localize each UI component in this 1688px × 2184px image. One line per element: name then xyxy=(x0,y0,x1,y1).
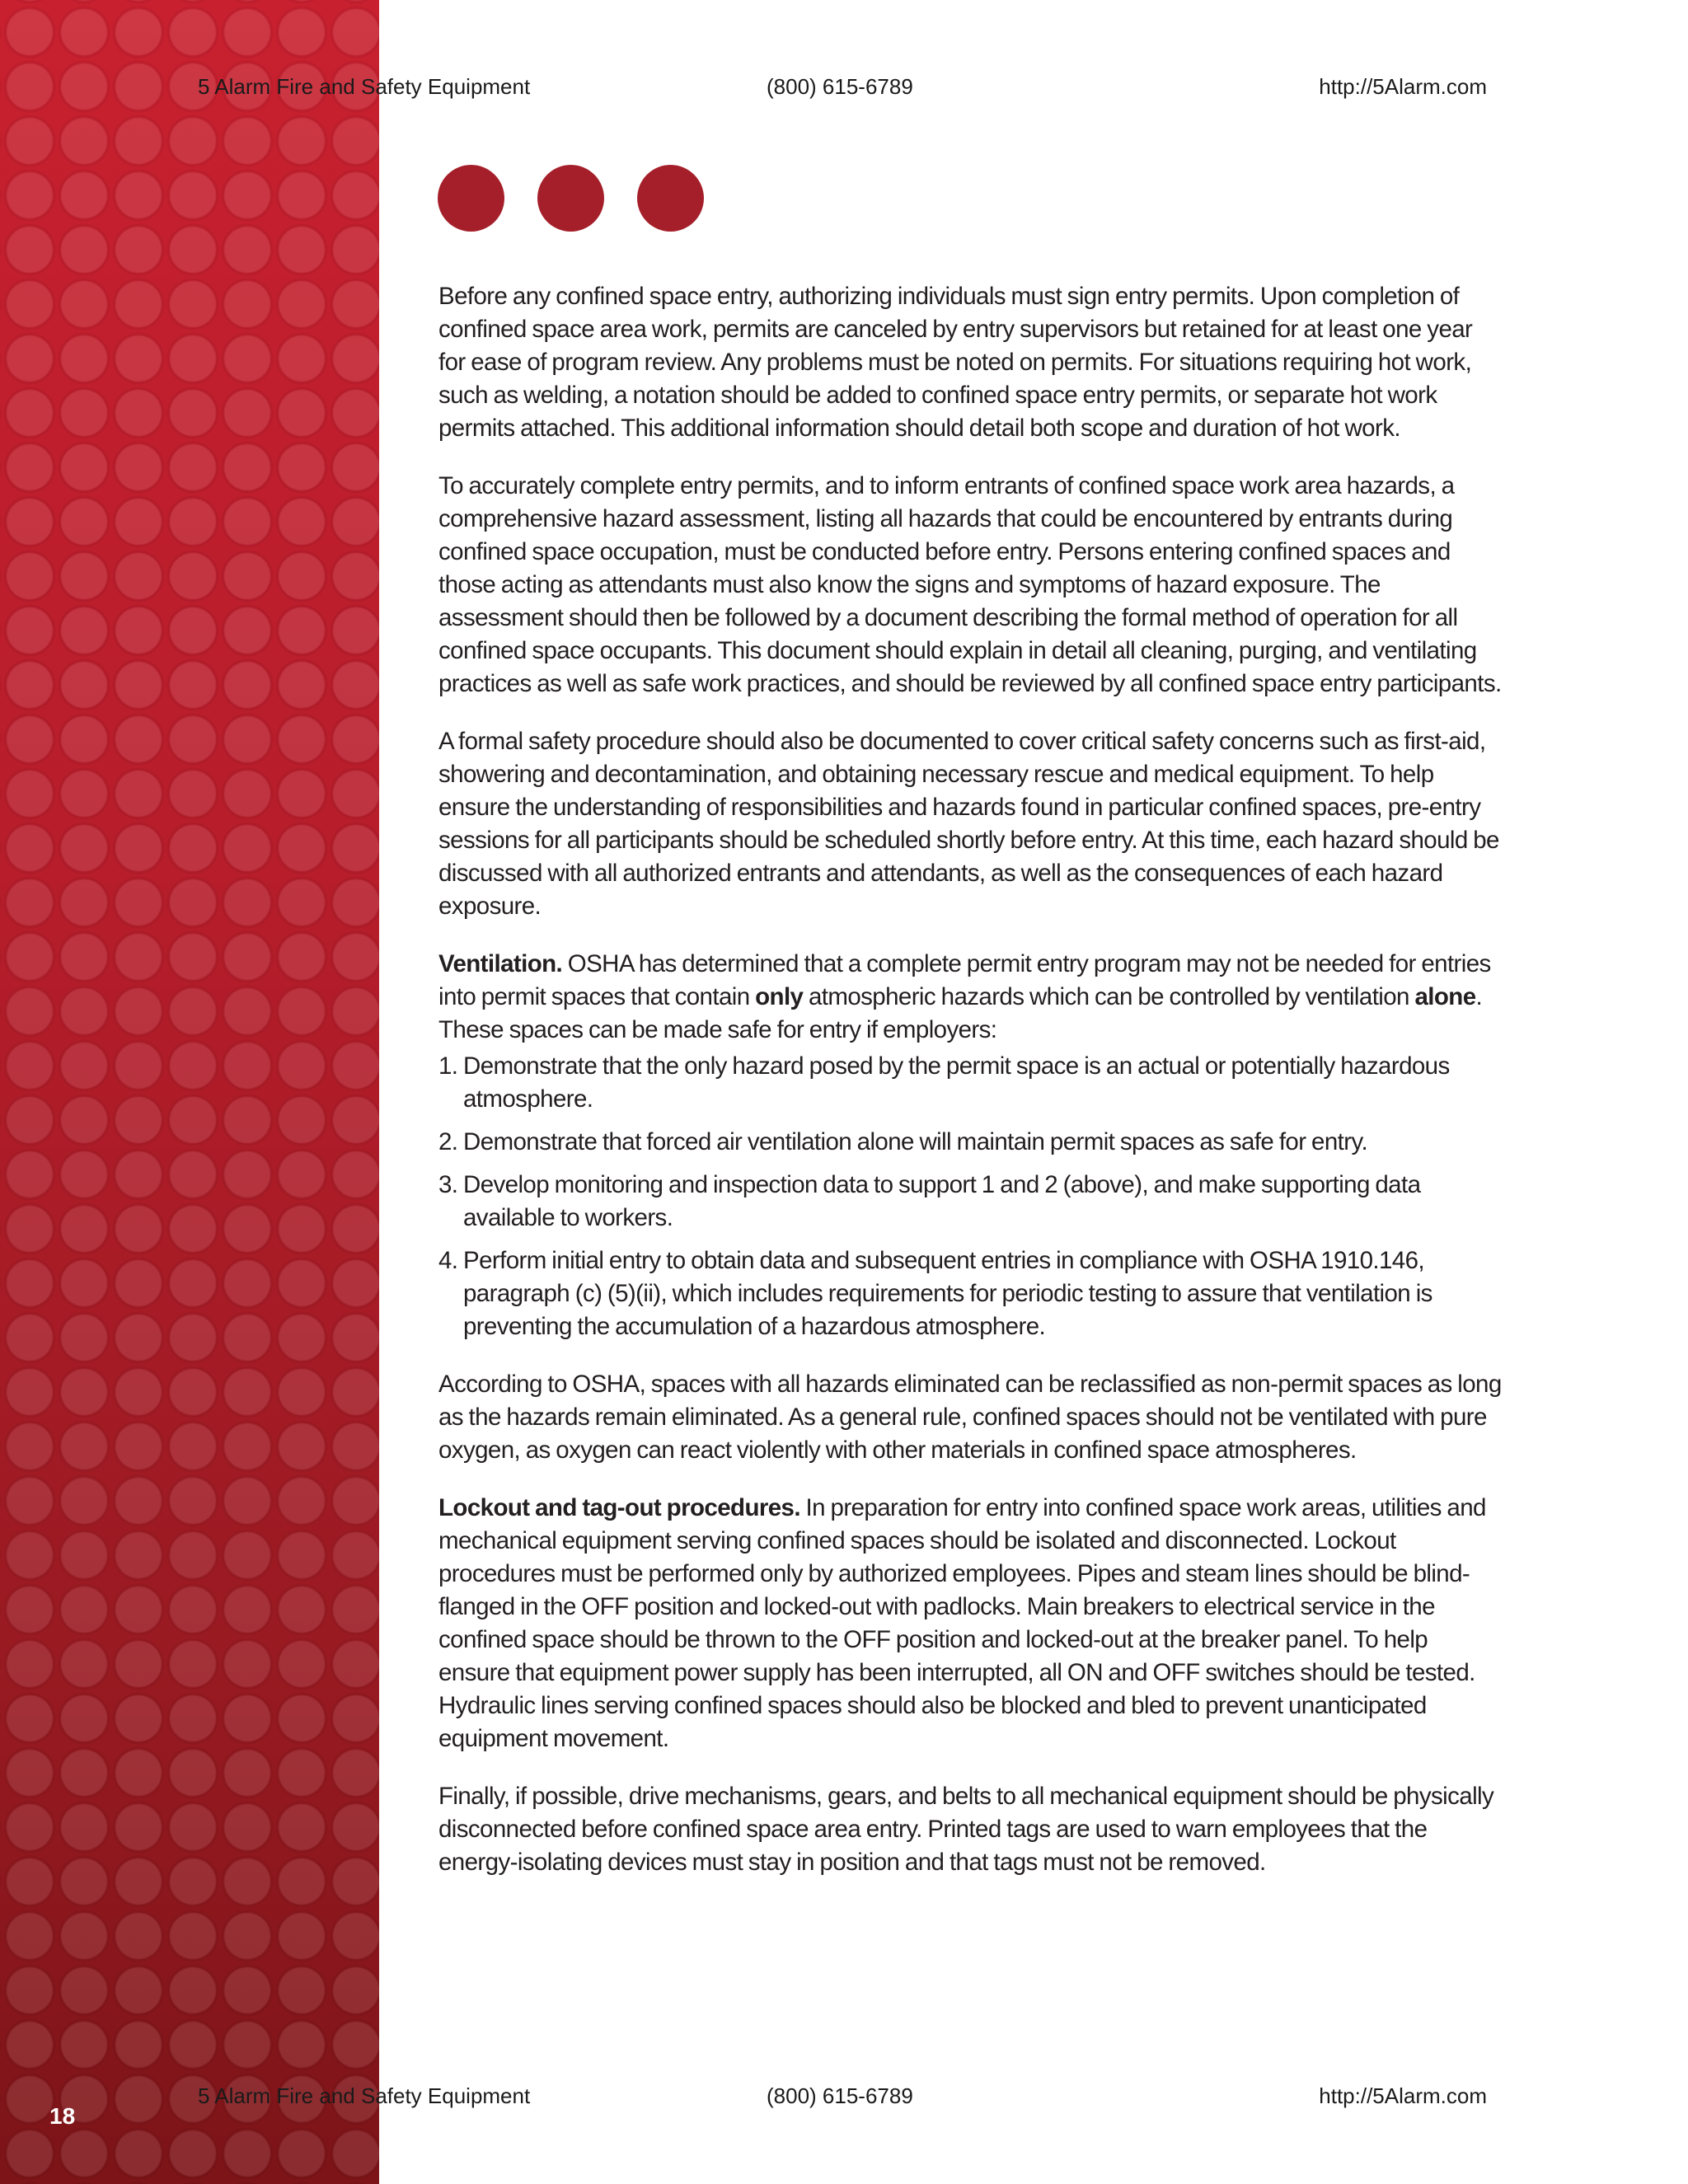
list-item xyxy=(438,1050,1502,1116)
ventilation-emphasis-alone: alone xyxy=(1414,983,1476,1010)
lockout-text: In preparation for entry into confined space work areas, utilities and mechanical equipment serving confined spaces should be isolated and disconnected. Lockout procedures must be performed only by authorized employees. Pipes and steam lines should be blind-flanged in the OFF position and locked-out with padlocks. Main breakers to electrical service in the confined space should be thrown to the OFF position and locked-out at the breaker panel. To help ensure that equipment power supply has been interrupted, all ON and OFF switches should be tested. Hydraulic lines serving confined spaces should also be blocked and bled to prevent unanticipated equipment movement. xyxy=(438,1494,1486,1752)
footer-company: 5 Alarm Fire and Safety Equipment xyxy=(198,2083,531,2108)
list-item xyxy=(438,1244,1502,1343)
list-number: 2. xyxy=(438,1128,458,1155)
list-text: Demonstrate that the only hazard posed by the permit space is an actual or potentially hazardous atmosphere. xyxy=(463,1052,1450,1113)
lockout-heading: Lockout and tag-out procedures. xyxy=(438,1494,800,1521)
decorative-dots xyxy=(438,165,704,232)
list-text: Demonstrate that forced air ventilation alone will maintain permit spaces as safe for entry. xyxy=(463,1128,1368,1155)
list-text: Develop monitoring and inspection data to support 1 and 2 (above), and make supporting data available to workers. xyxy=(463,1171,1421,1231)
header-phone: (800) 615-6789 xyxy=(767,74,913,99)
paragraph-lockout xyxy=(438,1492,1502,1755)
paragraph-reclassification: According to OSHA, spaces with all hazards eliminated can be reclassified as non-permit spaces as long as the hazards remain eliminated. As a general rule, confined spaces should not be ventilated with pure oxygen, as oxygen can react violently with other materials in confined space atmospheres. xyxy=(438,1371,1502,1464)
decorative-sidebar xyxy=(0,0,379,2184)
page-number: 18 xyxy=(49,2103,76,2129)
list-text: Perform initial entry to obtain data and subsequent entries in compliance with OSHA 1910.146, paragraph (c) (5)(ii), which includes requirements for periodic testing to assure that ventilation is preventing the accumulation of a hazardous atmosphere. xyxy=(463,1247,1432,1340)
ventilation-text-a: OSHA has determined that a complete permit entry program may not be needed for entries into permit spaces that contain xyxy=(438,950,1491,1010)
ventilation-steps-list xyxy=(438,1050,1502,1343)
list-number: 3. xyxy=(438,1171,458,1198)
document-body xyxy=(438,280,1502,1904)
paragraph-tags: Finally, if possible, drive mechanisms, gears, and belts to all mechanical equipment should be physically disconnected before confined space area entry. Printed tags are used to warn employees that the energy-isolating devices must stay in position and that tags must not be removed. xyxy=(438,1783,1494,1876)
ventilation-text-c: . These spaces can be made safe for entry if employers: xyxy=(438,983,1483,1043)
list-number: 4. xyxy=(438,1247,458,1274)
ventilation-emphasis-only: only xyxy=(755,983,804,1010)
paragraph-safety-procedure: A formal safety procedure should also be documented to cover critical safety concerns such as first-aid, showering and decontamination, and obtaining necessary rescue and medical equipment. To help ensure the understanding of responsibilities and hazards found in particular confined spaces, pre-entry sessions for all participants should be scheduled shortly before entry. At this time, each hazard should be discussed with all authorized entrants and attendants, as well as the consequences of each hazard exposure. xyxy=(438,728,1499,920)
ventilation-text-b: atmospheric hazards which can be controlled by ventilation xyxy=(803,983,1415,1010)
dot-icon xyxy=(438,165,504,232)
list-item xyxy=(438,1169,1502,1235)
paragraph-hazard-assessment: To accurately complete entry permits, and to inform entrants of confined space work area hazards, a comprehensive hazard assessment, listing all hazards that could be encountered by entrants during confined space occupation, must be conducted before entry. Persons entering confined spaces and those acting as attendants must also know the signs and symptoms of hazard exposure. The assessment should then be followed by a document describing the formal method of operation for all confined space occupants. This document should explain in detail all cleaning, purging, and ventilating practices as well as safe work practices, and should be reviewed by all confined space entry participants. xyxy=(438,472,1502,697)
list-item xyxy=(438,1126,1502,1159)
paragraph-ventilation xyxy=(438,948,1502,1047)
footer-url: http://5Alarm.com xyxy=(1319,2083,1487,2108)
dot-icon xyxy=(637,165,704,232)
list-number: 1. xyxy=(438,1052,458,1080)
header-company: 5 Alarm Fire and Safety Equipment xyxy=(198,74,531,99)
dot-icon xyxy=(537,165,604,232)
paragraph-permits: Before any confined space entry, authorizing individuals must sign entry permits. Upon completion of confined space area work, permits are canceled by entry supervisors but retained for at least one year for ease of program review. Any problems must be noted on permits. For situations requiring hot work, such as welding, a notation should be added to confined space entry permits, or separate hot work permits attached. This additional information should detail both scope and duration of hot work. xyxy=(438,283,1473,442)
footer-phone: (800) 615-6789 xyxy=(767,2083,913,2108)
header-url: http://5Alarm.com xyxy=(1319,74,1487,99)
ventilation-heading: Ventilation. xyxy=(438,950,563,977)
